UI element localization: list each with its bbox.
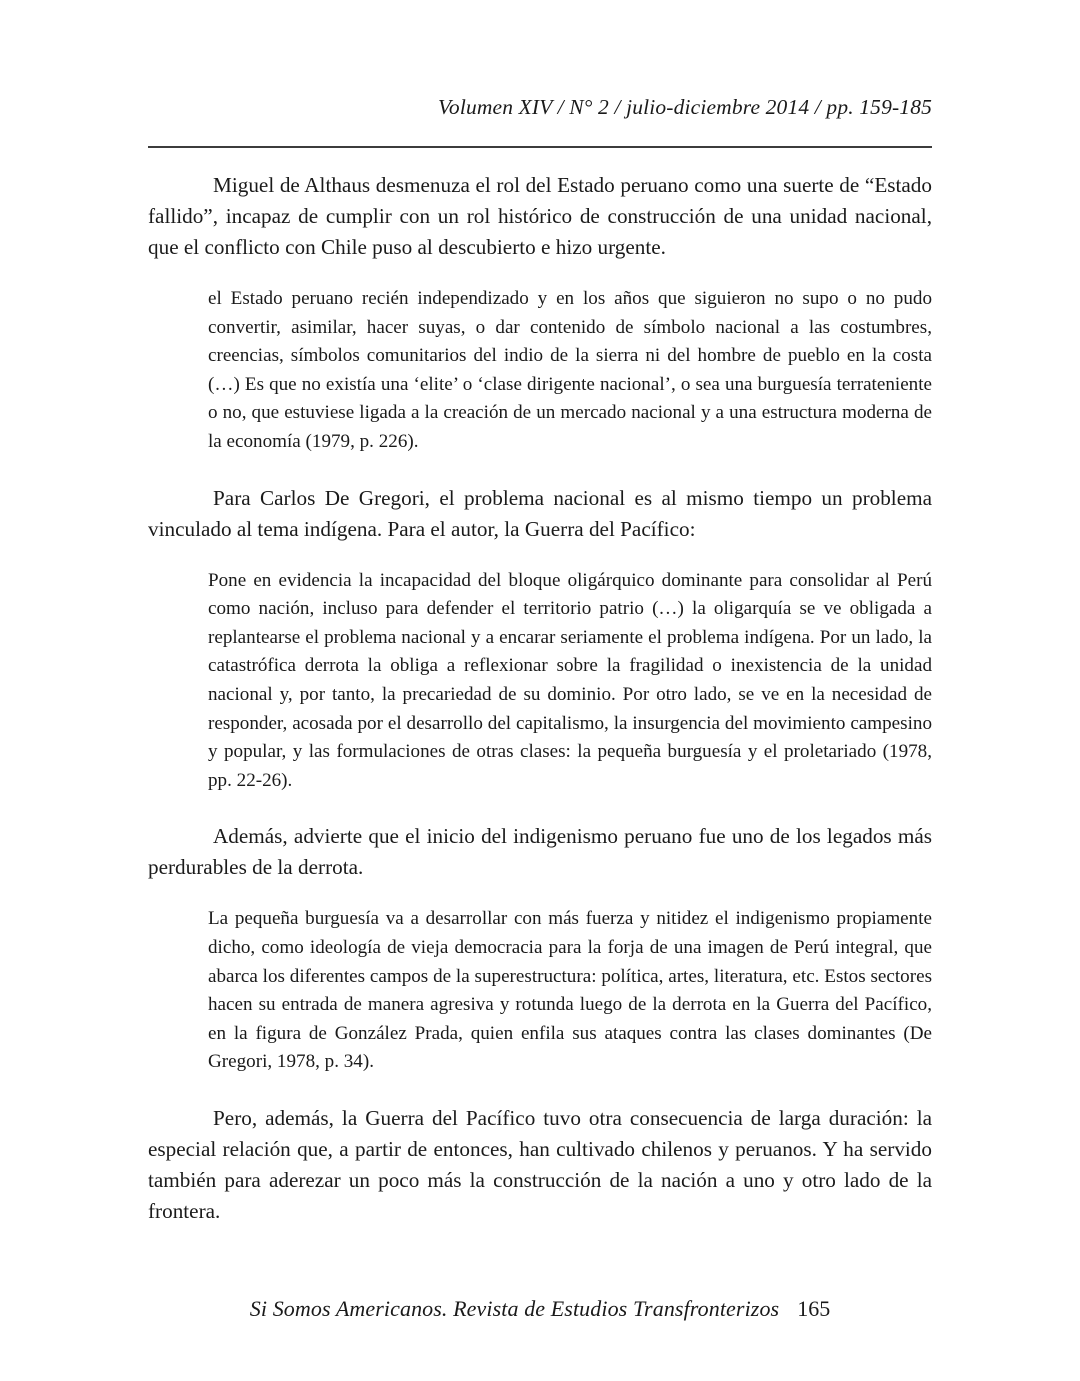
block-spacer xyxy=(148,457,932,483)
block-quote: La pequeña burguesía va a desarrollar con más fuerza y nitidez el indigenismo propiamente dicho, como ideología de vieja democracia para la forja de una imagen de Perú integral, que abarca los diferentes campos de la superestructura: política, artes, literatura, etc. Estos sectores hacen su entrada de manera agresiva y rotunda luego de la derrota en la Guerra del Pacífico, en la figura de González Prada, quien enfila sus ataques contra las clases dominantes (De Gregori, 1978, p. 34). xyxy=(208,908,932,1073)
header-rule-divider xyxy=(148,146,932,148)
body-paragraph: Además, advierte que el inicio del indigenismo peruano fue uno de los legados más perdurables de la derrota. xyxy=(148,824,932,880)
block-quote: Pone en evidencia la incapacidad del bloque oligárquico dominante para consolidar al Perú como nación, incluso para defender el territorio patrio (…) la oligarquía se ve obligada a replantearse el problema nacional y a encarar seriamente el problema indígena. Por un lado, la catastrófica derrota la obliga a reflexionar sobre la fragilidad o inexistencia de la unidad nacional y, por tanto, la precariedad de su dominio. Por otro lado, se ve en la necesidad de responder, acosada por el desarrollo del capitalismo, la insurgencia del movimiento campesino y popular, y las formulaciones de otras clases: la pequeña burguesía y el proletariado (1978, pp. 22-26). xyxy=(208,569,932,791)
page-footer xyxy=(148,1294,932,1324)
block-spacer xyxy=(148,263,932,285)
running-head xyxy=(148,92,932,126)
page-body-column xyxy=(148,170,932,1227)
footer-page-number: 165 xyxy=(797,1296,831,1321)
footer-journal-title: Si Somos Americanos. Revista de Estudios Transfronterizos xyxy=(249,1296,780,1321)
body-paragraph: Pero, además, la Guerra del Pacífico tuvo otra consecuencia de larga duración: la especial relación que, a partir de entonces, han cultivado chilenos y peruanos. Y ha servido también para aderezar un poco más la construcción de la nación a uno y otro lado de la frontera. xyxy=(148,1105,932,1223)
block-quote: el Estado peruano recién independizado y en los años que siguieron no supo o no pudo convertir, asimilar, hacer suyas, o dar contenido de símbolo nacional a las costumbres, creencias, símbolos comunitarios del indio de la sierra ni del hombre de pueblo en la costa (…) Es que no existía una ‘elite’ o ‘clase dirigente nacional’, o sea una burguesía terrateniente o no, que estuviese ligada a la creación de un mercado nacional y a una estructura moderna de la economía (1979, p. 226). xyxy=(208,288,932,452)
body-paragraph: Para Carlos De Gregori, el problema nacional es al mismo tiempo un problema vinculado al tema indígena. Para el autor, la Guerra del Pacífico: xyxy=(148,485,932,541)
block-spacer xyxy=(148,883,932,905)
block-spacer xyxy=(148,1077,932,1103)
running-head-text: Volumen XIV / N° 2 / julio-diciembre 2014 / pp. 159-185 xyxy=(438,95,932,119)
body-paragraph: Miguel de Althaus desmenuza el rol del Estado peruano como una suerte de “Estado fallido”, incapaz de cumplir con un rol histórico de construcción de una unidad nacional, que el conflicto con Chile puso al descubierto e hizo urgente. xyxy=(148,173,932,259)
block-spacer xyxy=(148,545,932,567)
block-spacer xyxy=(148,795,932,821)
